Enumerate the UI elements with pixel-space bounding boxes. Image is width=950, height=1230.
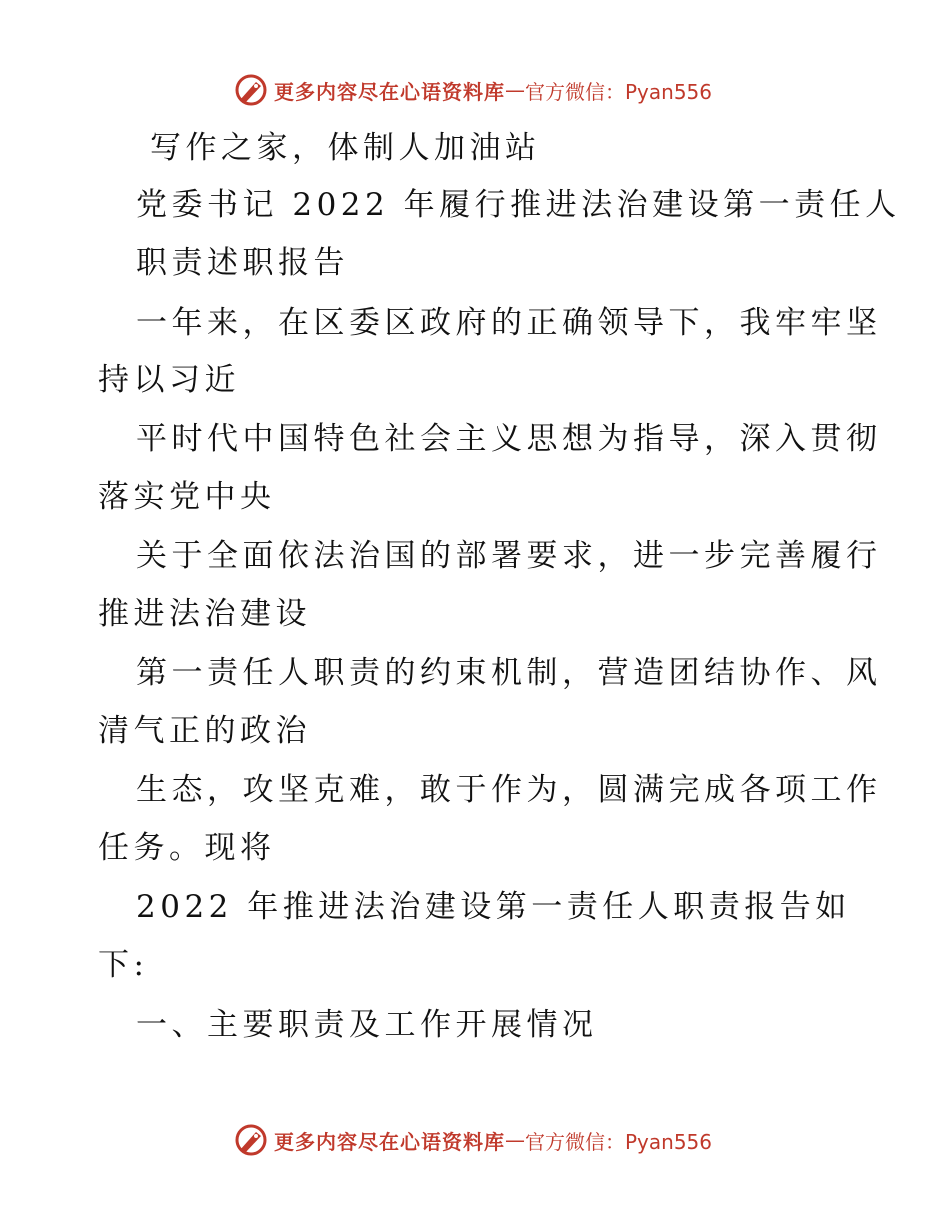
- watermark-contact: 官方微信：Pyan556: [525, 1129, 713, 1154]
- watermark-separator: —: [505, 1128, 525, 1152]
- footer-watermark: [234, 1120, 712, 1160]
- document-line: 落实党中央: [98, 479, 276, 515]
- document-line: 生态，攻坚克难，敢于作为，圆满完成各项工作: [136, 772, 882, 808]
- document-line: 任务。现将: [98, 830, 276, 866]
- watermark-separator: —: [505, 78, 525, 102]
- document-line: 第一责任人职责的约束机制，营造团结协作、风: [136, 655, 882, 691]
- pen-nib-circle-icon: [234, 1123, 268, 1157]
- watermark-contact: 官方微信：Pyan556: [525, 79, 713, 104]
- document-line: 平时代中国特色社会主义思想为指导，深入贯彻: [136, 421, 882, 457]
- document-line: 2022 年推进法治建设第一责任人职责报告如: [136, 889, 851, 925]
- document-title-line: 职责述职报告: [136, 245, 349, 281]
- pen-nib-circle-icon: [234, 73, 268, 107]
- document-title-line: 党委书记 2022 年履行推进法治建设第一责任人: [136, 187, 901, 223]
- document-line: 下:: [98, 947, 149, 983]
- document-line: 清气正的政治: [98, 713, 311, 749]
- document-line: 持以习近: [98, 362, 240, 398]
- document-line: 关于全面依法治国的部署要求，进一步完善履行: [136, 538, 882, 574]
- document-line: 推进法治建设: [98, 596, 311, 632]
- header-watermark: [234, 70, 712, 110]
- watermark-brand: 更多内容尽在心语资料库: [274, 79, 505, 104]
- document-line: 一年来，在区委区政府的正确领导下，我牢牢坚: [136, 305, 882, 341]
- watermark-brand: 更多内容尽在心语资料库: [274, 1129, 505, 1154]
- section-heading: 一、主要职责及工作开展情况: [136, 1007, 598, 1043]
- document-line: 写作之家，体制人加油站: [150, 130, 541, 166]
